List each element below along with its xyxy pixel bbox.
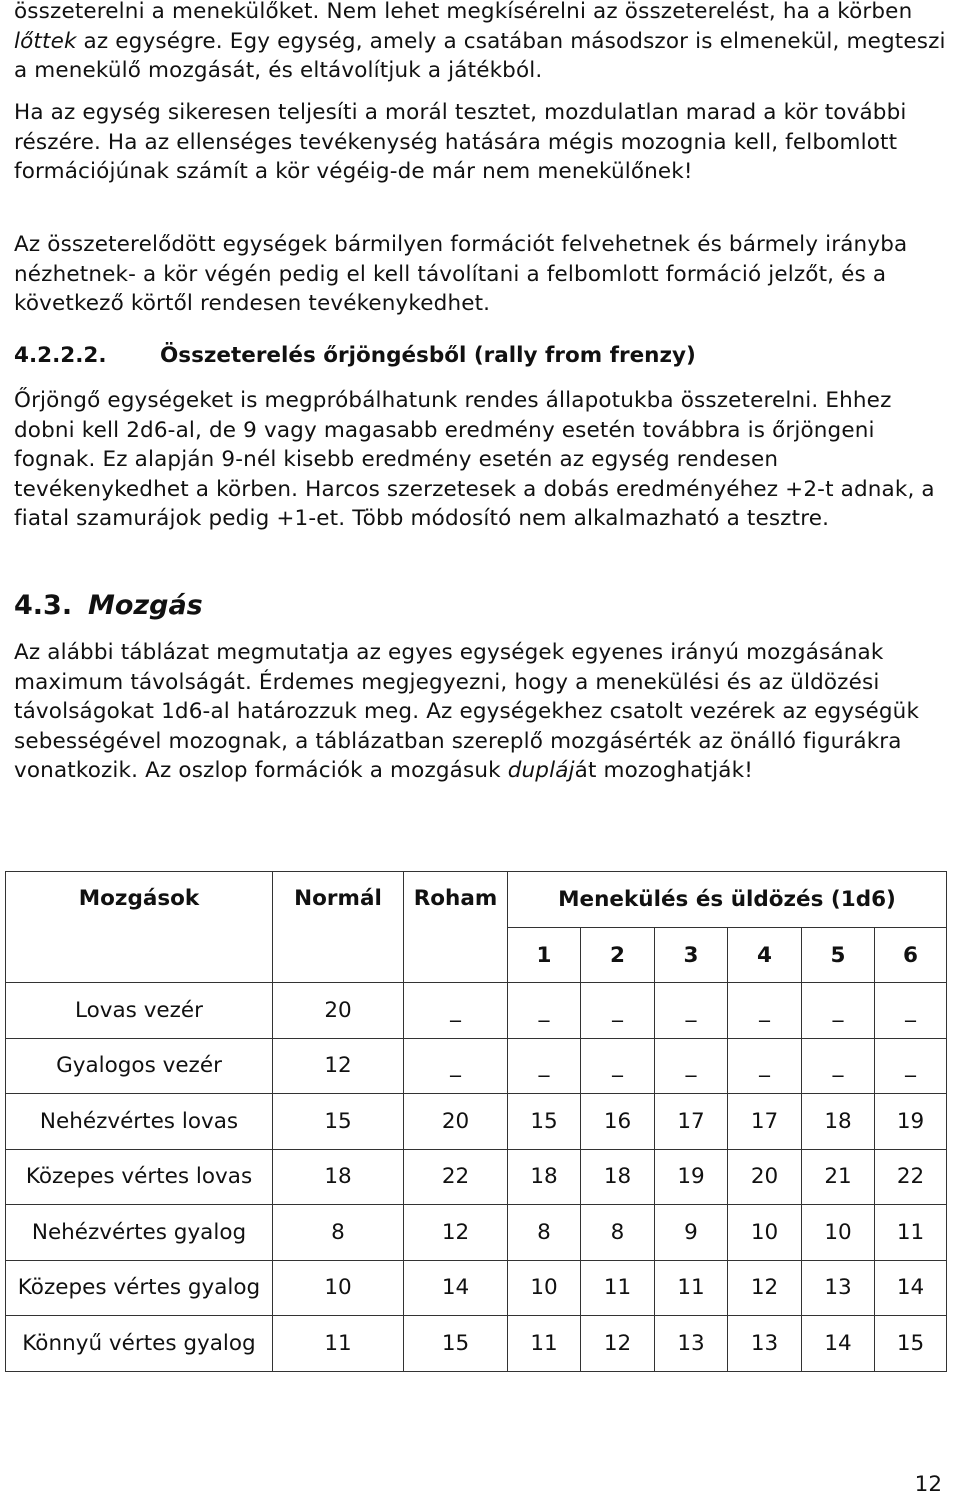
dice-value: 10 — [728, 1205, 802, 1261]
dice-header: 5 — [802, 928, 875, 983]
dice-value: 17 — [655, 1094, 728, 1150]
dice-value: 22 — [875, 1149, 947, 1205]
section-number: 4.3. — [14, 590, 73, 621]
header-mozgasok: Mozgások — [6, 872, 273, 983]
paragraph-rallied-units: Az összeterelődött egységek bármilyen formációt felvehetnek és bármely irányba nézhetnek- a kör végén pedig el kell távolítani a felbomlott formáció jelzőt, és a következő körtől rendesen tevékenykedhet. — [14, 232, 908, 316]
roham-value: _ — [404, 1038, 508, 1094]
dice-value: 11 — [508, 1316, 581, 1372]
dice-value: 12 — [728, 1260, 802, 1316]
paragraph-emphasis: lőttek — [14, 28, 77, 54]
dice-value: 13 — [802, 1260, 875, 1316]
dice-value: _ — [655, 1038, 728, 1094]
dice-value: _ — [875, 983, 947, 1039]
dice-value: 13 — [655, 1316, 728, 1372]
dice-value: _ — [508, 1038, 581, 1094]
dice-header: 6 — [875, 928, 947, 983]
dice-value: 11 — [581, 1260, 655, 1316]
dice-value: 18 — [802, 1094, 875, 1150]
table-row — [6, 1316, 947, 1372]
section-heading-4-2-2-2 — [14, 343, 696, 368]
paragraph-emphasis: dupláj — [507, 758, 575, 783]
paragraph-movement-intro — [14, 638, 946, 786]
table-row — [6, 1260, 947, 1316]
normal-value: 20 — [273, 983, 404, 1039]
paragraph-text: Az alábbi táblázat megmutatja az egyes egységek egyenes irányú mozgásának maximum távolságát. Érdemes megjegyezni, hogy a menekülési és az üldözési távolságokat 1d6-al határozzuk meg. Az egységekhez csatolt vezérek az egységük sebességével mozognak, a táblázatban szereplő mozgásérték az önálló figurákra vonatkozik. Az oszlop formációk a mozgásuk — [14, 640, 920, 783]
dice-value: 19 — [875, 1094, 947, 1150]
dice-header: 3 — [655, 928, 728, 983]
dice-value: 18 — [508, 1149, 581, 1205]
header-menekules: Menekülés és üldözés (1d6) — [508, 872, 947, 928]
dice-value: 15 — [508, 1094, 581, 1150]
roham-value: 12 — [404, 1205, 508, 1261]
normal-value: 12 — [273, 1038, 404, 1094]
dice-value: _ — [581, 983, 655, 1039]
dice-value: 19 — [655, 1149, 728, 1205]
paragraph-morale-success: Ha az egység sikeresen teljesíti a morál tesztet, mozdulatlan marad a kör további részére. Ha az ellenséges tevékenység hatására mégis mozognia kell, felbomlott formációjúnak számít a kör végéig-de már nem menekülőnek! — [14, 100, 907, 184]
table-row — [6, 1149, 947, 1205]
dice-value: 11 — [655, 1260, 728, 1316]
normal-value: 10 — [273, 1260, 404, 1316]
dice-value: 12 — [581, 1316, 655, 1372]
table-header-row — [6, 872, 947, 928]
dice-header: 2 — [581, 928, 655, 983]
unit-name: Nehézvértes lovas — [6, 1094, 273, 1150]
unit-name: Gyalogos vezér — [6, 1038, 273, 1094]
dice-value: _ — [802, 983, 875, 1039]
paragraph-frenzy-rally: Őrjöngő egységeket is megpróbálhatunk rendes állapotukba összeterelni. Ehhez dobni kell 2d6-al, de 9 vagy magasabb eredmény esetén továbbra is őrjöngeni fognak. Ez alapján 9-nél kisebb eredmény esetén az egység rendesen tevékenykedhet a körben. Harcos szerzetesek a dobás eredményéhez +2-t adnak, a fiatal szamurájok pedig +1-et. Több módosító nem alkalmazható a tesztre. — [14, 388, 935, 531]
normal-value: 8 — [273, 1205, 404, 1261]
dice-value: 9 — [655, 1205, 728, 1261]
section-heading-4-3 — [14, 590, 203, 621]
paragraph-text: összeterelni a menekülőket. Nem lehet megkísérelni az összeterelést, ha a körben — [14, 0, 913, 24]
unit-name: Közepes vértes gyalog — [6, 1260, 273, 1316]
roham-value: _ — [404, 983, 508, 1039]
dice-value: 21 — [802, 1149, 875, 1205]
roham-value: 14 — [404, 1260, 508, 1316]
dice-value: _ — [655, 983, 728, 1039]
dice-value: 16 — [581, 1094, 655, 1150]
roham-value: 20 — [404, 1094, 508, 1150]
section-title: Mozgás — [88, 590, 203, 621]
dice-value: 10 — [508, 1260, 581, 1316]
dice-value: _ — [728, 1038, 802, 1094]
paragraph-fleeing — [14, 0, 946, 86]
header-normal: Normál — [273, 872, 404, 983]
normal-value: 11 — [273, 1316, 404, 1372]
dice-value: _ — [728, 983, 802, 1039]
header-roham: Roham — [404, 872, 508, 983]
paragraph-text: az egységre. Egy egység, amely a csatában másodszor is elmenekül, megteszi a menekülő mozgását, és eltávolítjuk a játékból. — [14, 28, 946, 83]
table-row — [6, 983, 947, 1039]
dice-value: _ — [875, 1038, 947, 1094]
dice-value: 18 — [581, 1149, 655, 1205]
dice-value: 20 — [728, 1149, 802, 1205]
dice-value: 8 — [581, 1205, 655, 1261]
dice-value: 15 — [875, 1316, 947, 1372]
section-number: 4.2.2.2. — [14, 343, 107, 368]
dice-value: 17 — [728, 1094, 802, 1150]
dice-value: _ — [508, 983, 581, 1039]
roham-value: 15 — [404, 1316, 508, 1372]
dice-header: 1 — [508, 928, 581, 983]
page-number: 12 — [914, 1472, 942, 1497]
movement-table — [5, 871, 947, 1372]
paragraph-text: át mozoghatják! — [574, 758, 753, 783]
dice-value: 14 — [875, 1260, 947, 1316]
dice-value: 13 — [728, 1316, 802, 1372]
unit-name: Lovas vezér — [6, 983, 273, 1039]
table-row — [6, 1038, 947, 1094]
unit-name: Közepes vértes lovas — [6, 1149, 273, 1205]
roham-value: 22 — [404, 1149, 508, 1205]
dice-value: _ — [802, 1038, 875, 1094]
dice-value: 8 — [508, 1205, 581, 1261]
table-row — [6, 1205, 947, 1261]
table-row — [6, 1094, 947, 1150]
dice-value: 14 — [802, 1316, 875, 1372]
normal-value: 15 — [273, 1094, 404, 1150]
section-title: Összeterelés őrjöngésből (rally from frenzy) — [160, 343, 696, 368]
dice-value: 11 — [875, 1205, 947, 1261]
dice-value: _ — [581, 1038, 655, 1094]
dice-value: 10 — [802, 1205, 875, 1261]
normal-value: 18 — [273, 1149, 404, 1205]
unit-name: Nehézvértes gyalog — [6, 1205, 273, 1261]
unit-name: Könnyű vértes gyalog — [6, 1316, 273, 1372]
dice-header: 4 — [728, 928, 802, 983]
